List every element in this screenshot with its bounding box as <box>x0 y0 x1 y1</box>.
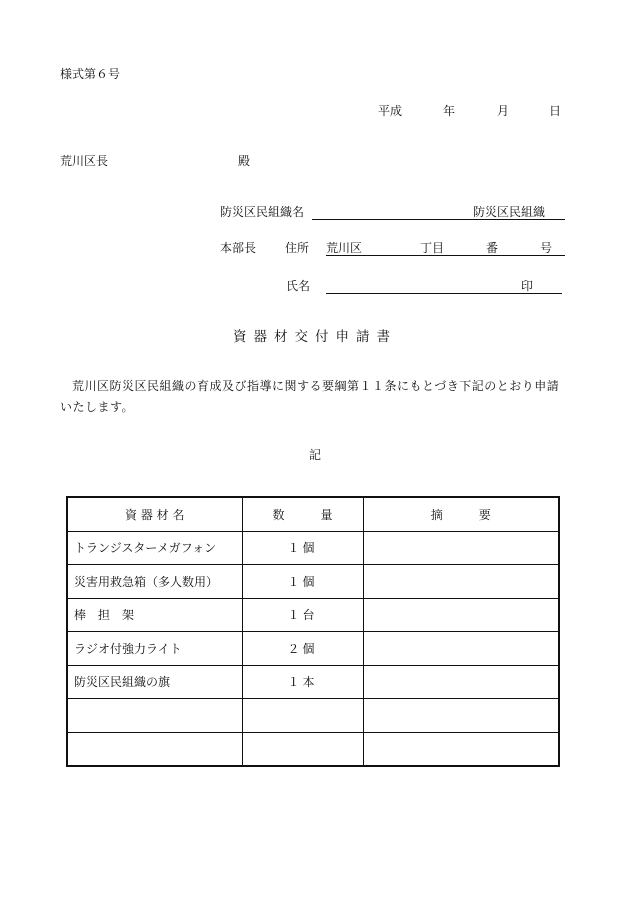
ki-note-heading: 記 <box>308 448 321 462</box>
name-underline <box>326 293 562 294</box>
table-row <box>67 598 559 632</box>
address-underline <box>326 255 565 256</box>
header-remarks: 摘 要 <box>363 497 559 531</box>
date-era: 平成 <box>378 104 403 118</box>
equipment-name: 棒 担 架 <box>67 598 242 632</box>
equipment-quantity: １個 <box>242 565 363 599</box>
table-row <box>67 699 559 733</box>
equipment-quantity: １本 <box>242 665 363 699</box>
equipment-remarks <box>363 565 559 599</box>
table-header-row <box>67 497 559 531</box>
equipment-name: 防災区民組織の旗 <box>67 665 242 699</box>
addressee-name: 荒川区長 <box>60 154 109 168</box>
equipment-name <box>67 732 242 766</box>
equipment-quantity: １台 <box>242 598 363 632</box>
address-ward: 荒川区 <box>326 241 363 255</box>
header-equipment-name: 資 器 材 名 <box>67 497 242 531</box>
header-quantity: 数 量 <box>242 497 363 531</box>
name-label: 氏名 <box>286 279 311 293</box>
address-chome: 丁目 <box>420 241 445 255</box>
equipment-table <box>66 496 560 767</box>
table-row <box>67 531 559 565</box>
equipment-remarks <box>363 632 559 666</box>
address-label: 住所 <box>285 241 310 255</box>
equipment-name: トランジスターメガフォン <box>67 531 242 565</box>
date-day: 日 <box>549 104 562 118</box>
equipment-name: 災害用救急箱（多人数用） <box>67 565 242 599</box>
form-number: 様式第６号 <box>60 67 121 81</box>
body-text: 荒川区防災区民組織の育成及び指導に関する要綱第１１条にもとづき下記のとおり申請いたします。 <box>60 379 560 414</box>
equipment-name <box>67 699 242 733</box>
document-title: 資器材交付申請書 <box>233 329 397 345</box>
position-label: 本部長 <box>220 241 257 255</box>
addressee <box>60 154 251 168</box>
equipment-remarks <box>363 531 559 565</box>
equipment-remarks <box>363 665 559 699</box>
table-row <box>67 732 559 766</box>
equipment-quantity <box>242 699 363 733</box>
address-ban: 番 <box>486 241 499 255</box>
equipment-remarks <box>363 732 559 766</box>
table-row <box>67 632 559 666</box>
address-go: 号 <box>540 241 553 255</box>
org-name-suffix: 防災区民組織 <box>473 205 546 219</box>
equipment-remarks <box>363 598 559 632</box>
date-year: 年 <box>443 104 456 118</box>
date-month: 月 <box>497 104 510 118</box>
addressee-honorific: 殿 <box>238 154 251 168</box>
equipment-quantity: ２個 <box>242 632 363 666</box>
equipment-name: ラジオ付強力ライト <box>67 632 242 666</box>
table-row <box>67 565 559 599</box>
org-name-underline <box>312 219 565 220</box>
equipment-quantity: １個 <box>242 531 363 565</box>
org-name-label: 防災区民組織名 <box>220 205 305 219</box>
equipment-quantity <box>242 732 363 766</box>
seal-mark: 印 <box>521 279 534 293</box>
equipment-remarks <box>363 699 559 733</box>
table-row <box>67 665 559 699</box>
